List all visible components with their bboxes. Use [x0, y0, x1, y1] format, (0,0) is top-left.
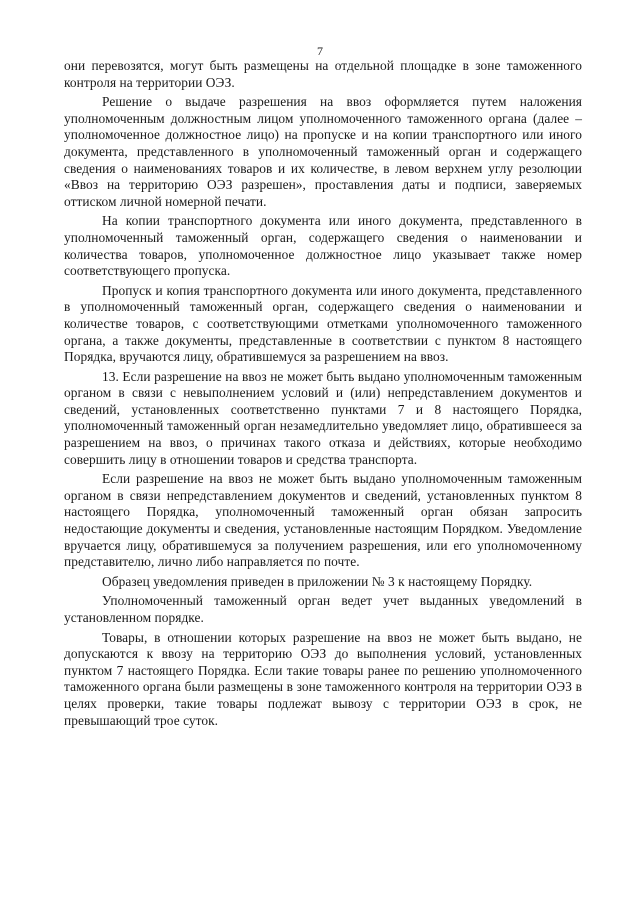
paragraph-missing-documents: Если разрешение на ввоз не может быть выдано уполномоченным таможенным органом в связи непредставлением документов и сведений, установленных пунктом 8 настоящего Порядка, уполномоченный таможенный орган обязан запросить недостающие документы и сведения, установленные настоящим Порядком. Уведомление вручается лицу, обратившемуся за получением разрешения, или его уполномоченному представителю, лично либо направляется по почте.	[64, 471, 582, 570]
paragraph-pass-number: На копии транспортного документа или иного документа, представленного в уполномоченный таможенный орган, содержащего сведения о наименовании и количества товаров, уполномоченное должностное лицо указывает также номер соответствующего пропуска.	[64, 213, 582, 279]
paragraph-notice-template: Образец уведомления приведен в приложении № 3 к настоящему Порядку.	[102, 573, 533, 589]
page-number: 7	[317, 44, 323, 58]
paragraph-goods-removal: Товары, в отношении которых разрешение на ввоз не может быть выдано, не допускаются к ввозу на территорию ОЭЗ до выполнения условий, установленных пунктом 7 настоящего Порядка. Если такие товары ранее по решению уполномоченного таможенного органа были размещены в зоне таможенного контроля на территории ОЭЗ в целях проверки, такие товары подлежат вывозу с территории ОЭЗ в срок, не превышающий трое суток.	[64, 629, 582, 728]
paragraph-permit-decision: Решение о выдаче разрешения на ввоз оформляется путем наложения уполномоченным должностным лицом уполномоченного таможенного органа (далее – уполномоченное должностное лицо) на пропуске и на копии транспортного или иного документа, представленного в уполномоченный таможенный орган и содержащего сведения о наименованиях товаров и их количестве, в левом верхнем углу резолюции «Ввоз на территорию ОЭЗ разрешен», проставления даты и подписи, заверяемых оттиском личной номерной печати.	[64, 94, 582, 209]
paragraph-section-13: 13. Если разрешение на ввоз не может быть выдано уполномоченным таможенным органом в связи с невыполнением условий и (или) непредставлением документов и сведений, установленных соответственно пунктами 7 и 8 настоящего Порядка, уполномоченный таможенный орган незамедлительно уведомляет лицо, обратившееся за разрешением на ввоз, о причинах такого отказа и действиях, которые необходимо совершить лицу в отношении товаров и средства транспорта.	[64, 368, 582, 467]
paragraph-documents-handover: Пропуск и копия транспортного документа или иного документа, представленного в уполномоченный таможенный орган, содержащего сведения о наименовании и количестве товаров, с соответствующими отметками уполномоченного таможенного органа, а также документы, представленные в соответствии с пунктом 8 настоящего Порядка, вручаются лицу, обратившемуся за разрешением на ввоз.	[64, 282, 582, 365]
document-body	[64, 58, 582, 732]
paragraph-notice-register: Уполномоченный таможенный орган ведет учет выданных уведомлений в установленном порядке.	[64, 593, 582, 625]
paragraph-continuation: они перевозятся, могут быть размещены на отдельной площадке в зоне таможенного контроля на территории ОЭЗ.	[64, 58, 582, 90]
